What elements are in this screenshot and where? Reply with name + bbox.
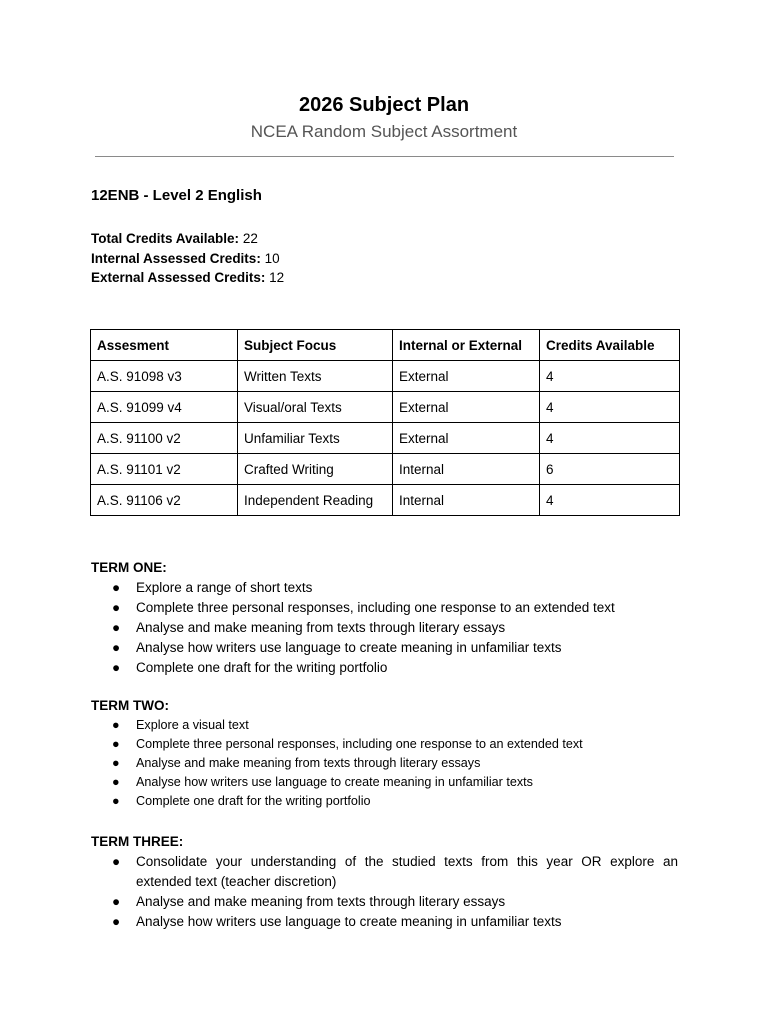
bullet-icon: ● xyxy=(112,640,121,655)
table-cell: External xyxy=(393,423,540,454)
term-three-list xyxy=(91,852,678,932)
bullet-icon: ● xyxy=(112,718,120,732)
course-heading: 12ENB - Level 2 English xyxy=(91,187,262,204)
table-cell: A.S. 91098 v3 xyxy=(91,361,238,392)
table-row xyxy=(91,392,680,423)
credits-external-value: 12 xyxy=(269,270,285,285)
credits-internal-label: Internal Assessed Credits: xyxy=(91,250,261,266)
list-item: ● Analyse and make meaning from texts through literary essays xyxy=(91,754,678,773)
list-item: ● Analyse and make meaning from texts through literary essays xyxy=(91,618,678,638)
bullet-icon: ● xyxy=(112,756,120,770)
bullet-icon: ● xyxy=(112,914,121,929)
table-cell: 4 xyxy=(540,485,680,516)
table-cell: Written Texts xyxy=(238,361,393,392)
list-item: ● Analyse how writers use language to create meaning in unfamiliar texts xyxy=(91,638,678,658)
term-one-heading: TERM ONE: xyxy=(91,560,167,575)
table-cell: A.S. 91101 v2 xyxy=(91,454,238,485)
table-cell: Crafted Writing xyxy=(238,454,393,485)
table-row xyxy=(91,361,680,392)
page-subtitle: NCEA Random Subject Assortment xyxy=(250,122,518,141)
credits-internal-line xyxy=(91,249,284,269)
term-two-section xyxy=(91,696,678,811)
list-item: ● Analyse how writers use language to create meaning in unfamiliar texts xyxy=(91,773,678,792)
bullet-icon: ● xyxy=(112,775,120,789)
term-two-heading: TERM TWO: xyxy=(91,698,169,713)
list-item: ● Analyse how writers use language to create meaning in unfamiliar texts xyxy=(91,912,678,932)
list-item: ● Consolidate your understanding of the studied texts from this year OR explore an extended text (teacher discretion) xyxy=(112,854,678,889)
term-one-list xyxy=(91,578,678,678)
credits-external-line xyxy=(91,268,284,288)
table-cell: Independent Reading xyxy=(238,485,393,516)
table-cell: Visual/oral Texts xyxy=(238,392,393,423)
bullet-icon: ● xyxy=(112,854,121,869)
credits-internal-value: 10 xyxy=(264,250,280,266)
credits-total-line xyxy=(91,229,284,249)
term-three-heading: TERM THREE: xyxy=(91,834,184,849)
credits-external-label: External Assessed Credits: xyxy=(91,270,266,285)
term-two-list xyxy=(91,716,678,811)
list-item: ● Complete one draft for the writing portfolio xyxy=(91,792,678,811)
column-header: Credits Available xyxy=(540,330,680,361)
bullet-icon: ● xyxy=(112,894,121,909)
term-one-section xyxy=(91,558,678,678)
table-cell: Internal xyxy=(393,454,540,485)
credits-total-label: Total Credits Available: xyxy=(91,231,240,246)
list-item: ● Analyse and make meaning from texts through literary essays xyxy=(91,892,678,912)
list-item: ● Explore a range of short texts xyxy=(91,578,678,598)
table-cell: 4 xyxy=(540,392,680,423)
table-cell: A.S. 91099 v4 xyxy=(91,392,238,423)
table-header-row xyxy=(91,330,680,361)
list-item: ● Complete three personal responses, including one response to an extended text xyxy=(91,598,678,618)
term-three-section xyxy=(91,832,678,932)
page-title: 2026 Subject Plan xyxy=(298,94,470,116)
bullet-icon: ● xyxy=(112,737,120,751)
table-row xyxy=(91,485,680,516)
table-cell: 4 xyxy=(540,423,680,454)
table-cell: 6 xyxy=(540,454,680,485)
credits-total-value: 22 xyxy=(242,231,258,246)
table-cell: Unfamiliar Texts xyxy=(238,423,393,454)
table-cell: A.S. 91106 v2 xyxy=(91,485,238,516)
column-header: Assesment xyxy=(91,330,238,361)
bullet-icon: ● xyxy=(112,660,121,675)
list-item: ● Explore a visual text xyxy=(91,716,678,735)
bullet-icon: ● xyxy=(112,600,121,615)
column-header: Subject Focus xyxy=(238,330,393,361)
list-item: ● Complete three personal responses, including one response to an extended text xyxy=(91,735,678,754)
table-cell: External xyxy=(393,392,540,423)
list-item: ● Complete one draft for the writing portfolio xyxy=(91,658,678,678)
title-divider xyxy=(95,156,674,157)
bullet-icon: ● xyxy=(112,580,121,595)
table-cell: Internal xyxy=(393,485,540,516)
table-row xyxy=(91,454,680,485)
column-header: Internal or External xyxy=(393,330,540,361)
bullet-icon: ● xyxy=(112,794,120,808)
assessment-table xyxy=(90,329,680,516)
table-cell: External xyxy=(393,361,540,392)
credits-summary xyxy=(91,229,284,288)
table-cell: 4 xyxy=(540,361,680,392)
bullet-icon: ● xyxy=(112,620,121,635)
table-cell: A.S. 91100 v2 xyxy=(91,423,238,454)
table-row xyxy=(91,423,680,454)
